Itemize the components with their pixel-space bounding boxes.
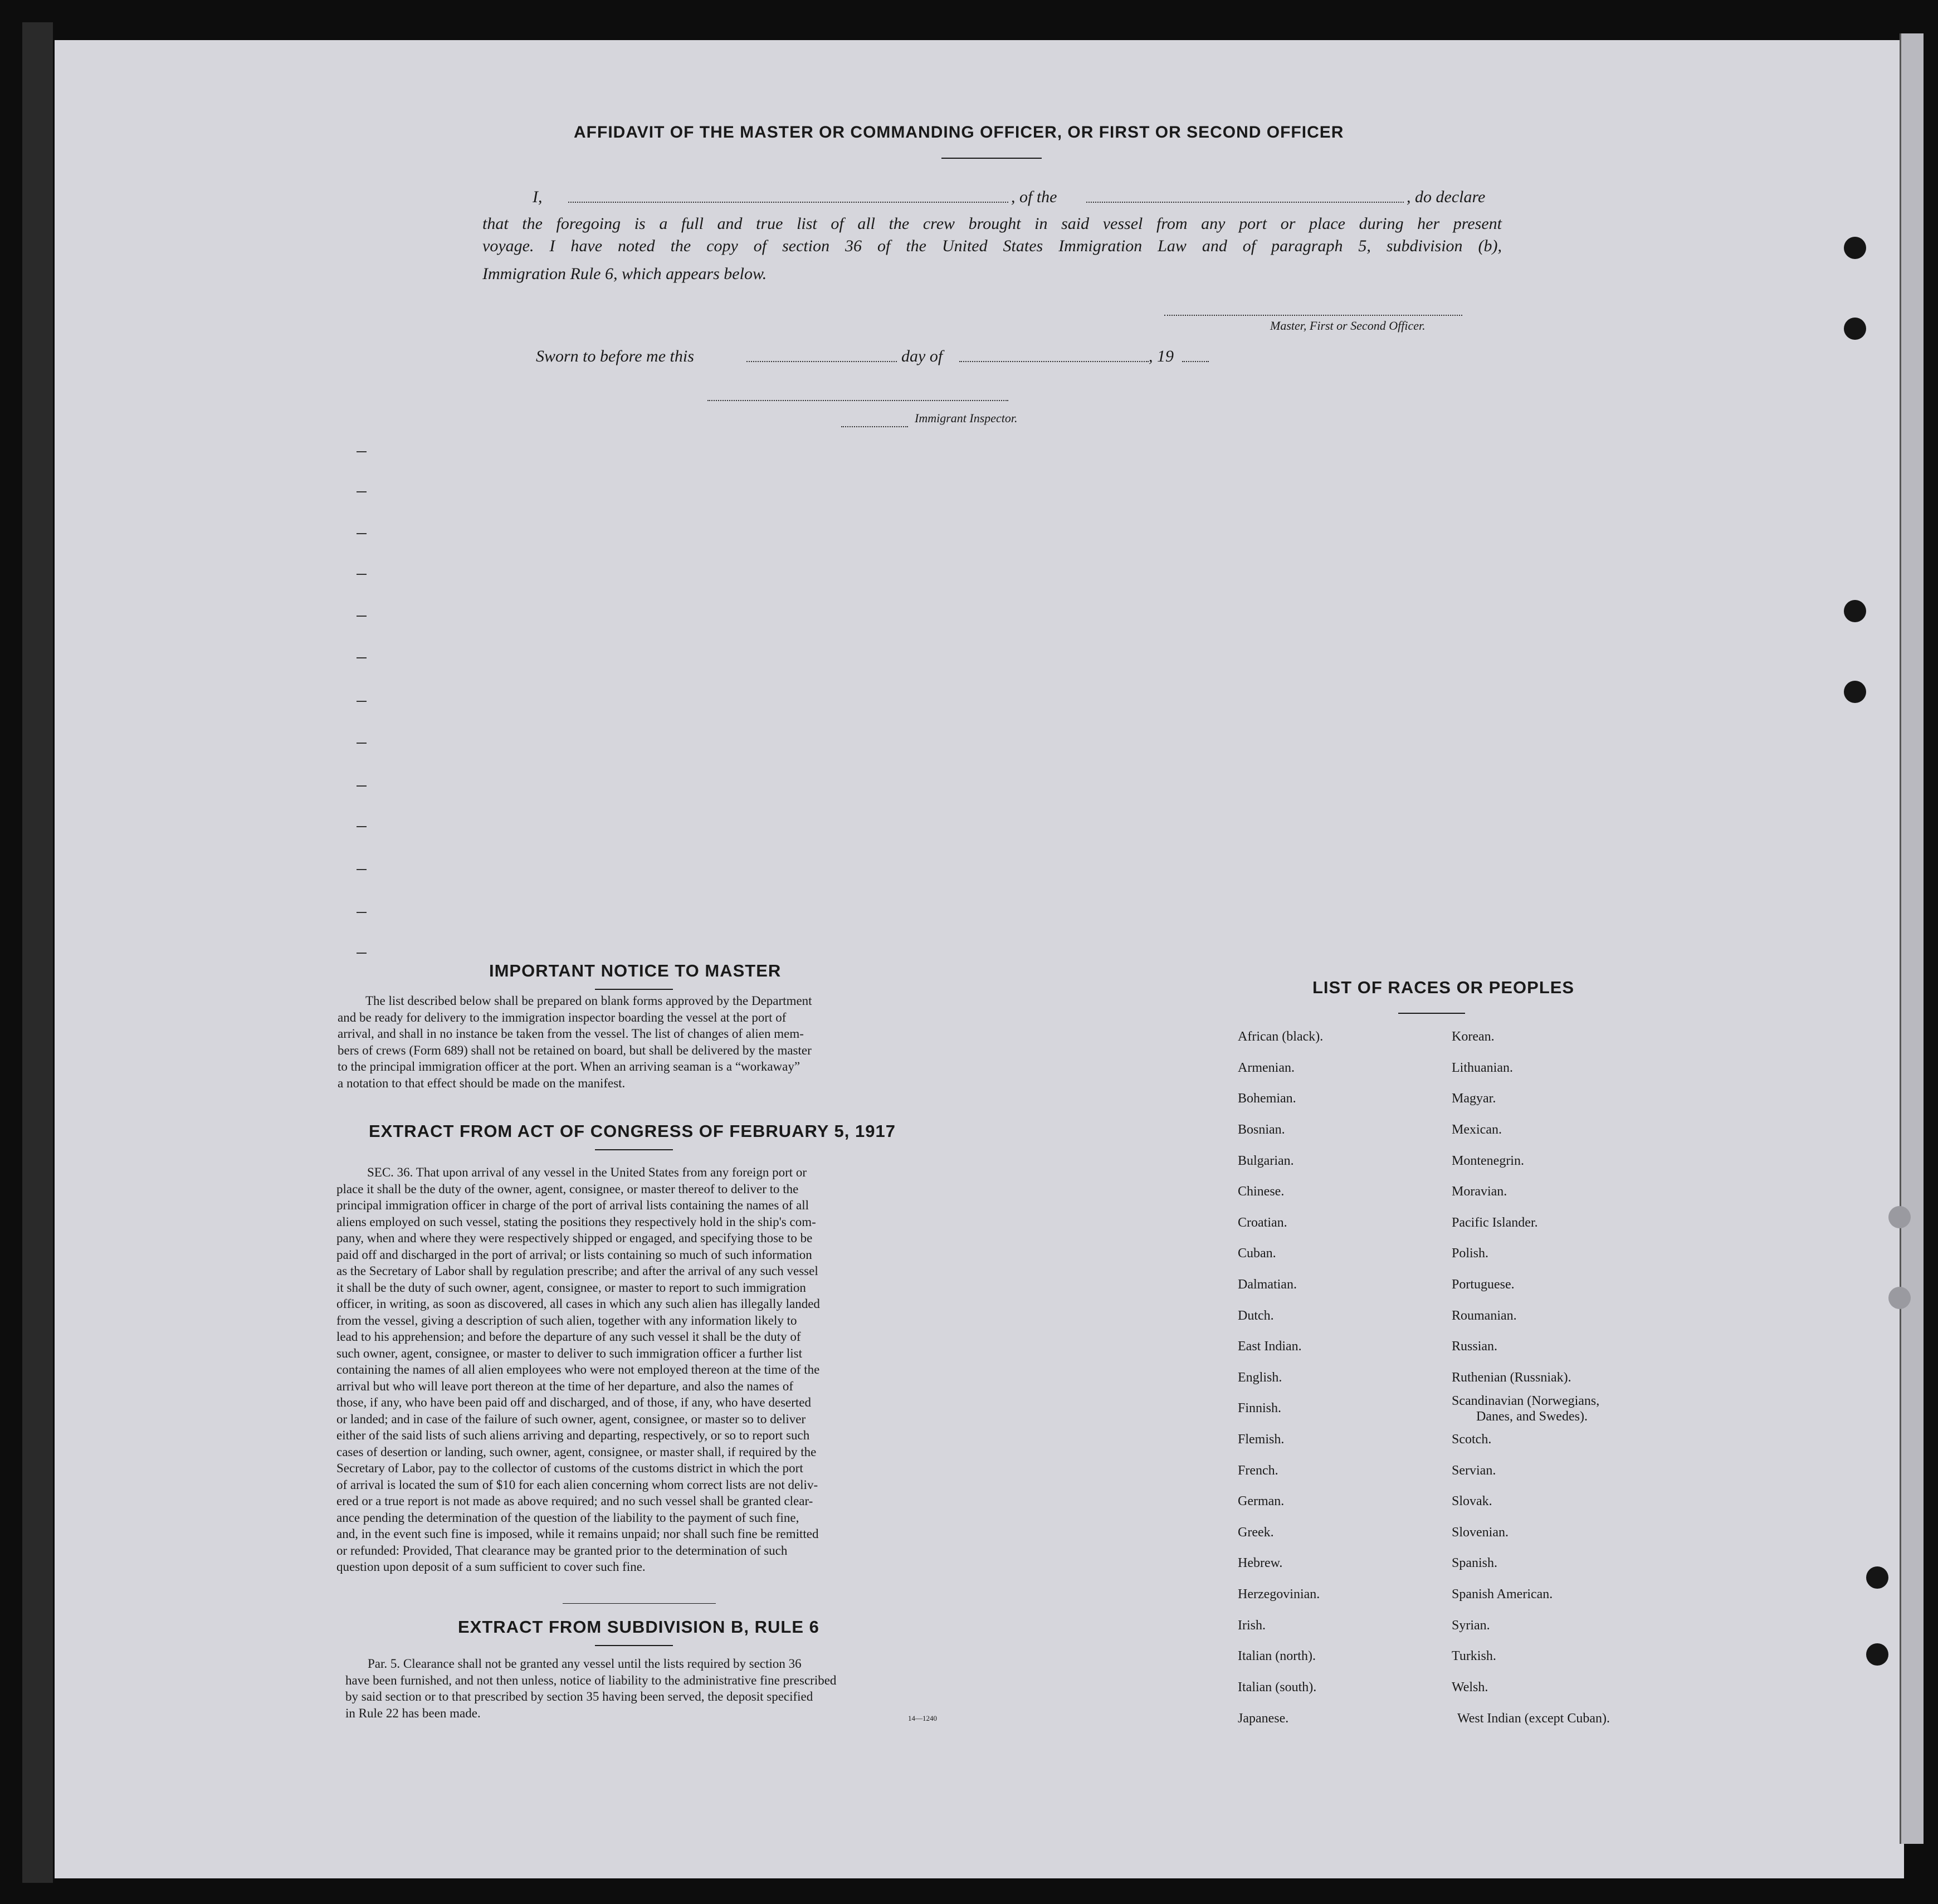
race-left: Dutch. <box>1238 1309 1274 1323</box>
row-dash <box>357 869 367 870</box>
act-line: SEC. 36. That upon arrival of any vessel in the United States from any foreign port or <box>367 1165 807 1179</box>
race-left: Japanese. <box>1238 1711 1289 1726</box>
row-dash <box>357 533 367 534</box>
notice-title: IMPORTANT NOTICE TO MASTER <box>489 961 782 980</box>
affidavit-declare-label: , do declare <box>1407 188 1486 206</box>
race-left: Bulgarian. <box>1238 1154 1294 1168</box>
act-line: paid off and discharged in the port of arrival; or lists containing so much of such information <box>336 1247 812 1262</box>
sworn-day-blank <box>746 361 897 362</box>
race-left: Chinese. <box>1238 1184 1285 1199</box>
race-left: Dalmatian. <box>1238 1277 1297 1292</box>
row-dash <box>357 743 367 744</box>
act-line: it shall be the duty of such owner, agent, consignee, or master to report to such immigration <box>336 1280 806 1295</box>
race-right: Danes, and Swedes). <box>1476 1409 1588 1424</box>
race-right: Korean. <box>1452 1029 1495 1044</box>
act-line: such owner, agent, consignee, or master to deliver to such immigration officer a further list <box>336 1346 802 1360</box>
notice-line: bers of crews (Form 689) shall not be retained on board, but shall be delivered by the master <box>338 1043 812 1057</box>
race-left: English. <box>1238 1370 1282 1385</box>
inspector-caption: Immigrant Inspector. <box>915 411 1018 425</box>
row-dash <box>357 826 367 827</box>
race-right: Spanish American. <box>1452 1587 1553 1602</box>
affidavit-of-the-label: , of the <box>1011 188 1057 206</box>
stacked-page-edge <box>1900 33 1924 1844</box>
race-right: Portuguese. <box>1452 1277 1515 1292</box>
notice-underline <box>595 989 673 990</box>
notice-body <box>338 993 955 1091</box>
signature-caption: Master, First or Second Officer. <box>1270 319 1426 333</box>
row-dash <box>357 574 367 575</box>
row-dash <box>357 912 367 913</box>
punch-hole <box>1866 1566 1888 1589</box>
document-page <box>55 40 1904 1878</box>
row-dash <box>357 953 367 954</box>
signature-blank <box>1164 315 1462 316</box>
rule-line: have been furnished, and not then unless, notice of liability to the administrative fine prescribed <box>345 1673 837 1687</box>
inspector-caption-lead <box>841 426 908 427</box>
act-line: pany, when and where they were respectively shipped or engaged, and specifying those to be <box>336 1231 813 1245</box>
race-left: Italian (north). <box>1238 1649 1316 1663</box>
section-divider <box>563 1603 716 1604</box>
form-number: 14—1240 <box>908 1714 937 1722</box>
act-line: question upon deposit of a sum sufficient to cover such fine. <box>336 1560 646 1574</box>
affidavit-title: AFFIDAVIT OF THE MASTER OR COMMANDING OFFICER, OR FIRST OR SECOND OFFICER <box>574 123 1344 141</box>
race-right: Russian. <box>1452 1339 1498 1354</box>
act-line: place it shall be the duty of the owner, agent, consignee, or master thereof to deliver to the <box>336 1182 799 1196</box>
race-right: Ruthenian (Russniak). <box>1452 1370 1571 1385</box>
race-right: Welsh. <box>1452 1680 1488 1695</box>
race-left: Italian (south). <box>1238 1680 1317 1695</box>
sworn-prefix: Sworn to before me this <box>536 347 694 365</box>
race-right: Magyar. <box>1452 1091 1496 1106</box>
race-right: Moravian. <box>1452 1184 1507 1199</box>
act-line: from the vessel, giving a description of such alien, together with any information likely to <box>336 1313 797 1327</box>
act-line: principal immigration officer in charge of the port of arrival lists containing the names of all <box>336 1198 809 1212</box>
race-right: Scandinavian (Norwegians, <box>1452 1394 1600 1408</box>
rule-underline <box>595 1645 673 1646</box>
act-line: officer, in writing, as soon as discovered, all cases in which any such alien has illegally landed <box>336 1297 820 1311</box>
row-dash <box>357 616 367 617</box>
race-right: West Indian (except Cuban). <box>1457 1711 1610 1726</box>
race-right: Scotch. <box>1452 1432 1492 1447</box>
act-line: or landed; and in case of the failure of such owner, agent, consignee, or master so to deliver <box>336 1412 806 1426</box>
sworn-day-of: day of <box>901 347 943 365</box>
row-dash <box>357 491 367 492</box>
row-dash <box>357 657 367 658</box>
affidavit-line-4: Immigration Rule 6, which appears below. <box>482 265 767 283</box>
races-underline <box>1398 1013 1465 1014</box>
notice-line: to the principal immigration officer at the port. When an arriving seaman is a “workaway” <box>338 1060 800 1073</box>
act-line: either of the said lists of such aliens arriving and departing, respectively, or so to report such <box>336 1428 810 1442</box>
act-line: Secretary of Labor, pay to the collector of customs of the customs district in which the port <box>336 1461 803 1475</box>
notice-line: arrival, and shall in no instance be taken from the vessel. The list of changes of alien mem- <box>338 1027 804 1041</box>
title-underline <box>941 158 1042 159</box>
punch-hole <box>1866 1643 1888 1666</box>
race-right: Montenegrin. <box>1452 1154 1524 1168</box>
inspector-signature-blank <box>707 400 1008 401</box>
notice-line: a notation to that effect should be made on the manifest. <box>338 1076 626 1090</box>
act-line: lead to his apprehension; and before the departure of any such vessel it shall be the duty of <box>336 1330 801 1344</box>
rule-extract-body <box>345 1656 956 1721</box>
punch-hole <box>1844 318 1866 340</box>
act-underline <box>595 1149 673 1150</box>
act-line: ance pending the determination of the question of the liability to the payment of such fine, <box>336 1510 799 1525</box>
row-dash <box>357 785 367 787</box>
binding-edge <box>22 22 53 1883</box>
race-right: Syrian. <box>1452 1618 1490 1633</box>
notice-line: The list described below shall be prepared on blank forms approved by the Department <box>365 994 812 1008</box>
vessel-blank <box>1086 202 1404 203</box>
row-dash <box>357 451 367 452</box>
races-title: LIST OF RACES OR PEOPLES <box>1312 978 1575 997</box>
race-left: Cuban. <box>1238 1246 1276 1261</box>
race-right: Spanish. <box>1452 1556 1498 1570</box>
act-extract-body <box>336 1164 955 1575</box>
affidavit-line-3: voyage. I have noted the copy of section 36 of the United States Immigration Law and of paragraph 5, subdivision (b), <box>482 237 1502 255</box>
punch-hole <box>1844 600 1866 622</box>
act-line: those, if any, who have been paid off and discharged, and of those, if any, who have deserted <box>336 1395 812 1409</box>
act-line: and, in the event such fine is imposed, while it remains unpaid; nor shall such fine be remitted <box>336 1527 819 1541</box>
race-right: Lithuanian. <box>1452 1061 1513 1075</box>
name-blank <box>568 202 1008 203</box>
race-left: Armenian. <box>1238 1061 1295 1075</box>
race-left: Greek. <box>1238 1525 1274 1540</box>
race-left: Finnish. <box>1238 1401 1282 1415</box>
act-line: containing the names of all alien employees who were not employed thereon at the time of the <box>336 1363 820 1376</box>
race-left: Flemish. <box>1238 1432 1285 1447</box>
race-right: Pacific Islander. <box>1452 1215 1538 1230</box>
race-left: German. <box>1238 1494 1285 1508</box>
race-right: Turkish. <box>1452 1649 1496 1663</box>
race-left: Croatian. <box>1238 1215 1287 1230</box>
race-left: African (black). <box>1238 1029 1324 1044</box>
rule-extract-title: EXTRACT FROM SUBDIVISION B, RULE 6 <box>458 1617 819 1637</box>
act-line: or refunded: Provided, That clearance may be granted prior to the determination of such <box>336 1543 788 1558</box>
notice-line: and be ready for delivery to the immigration inspector boarding the vessel at the port of <box>338 1010 787 1024</box>
punch-hole <box>1888 1287 1911 1309</box>
sworn-year-blank <box>1182 361 1209 362</box>
rule-line: Par. 5. Clearance shall not be granted any vessel until the lists required by section 36 <box>368 1657 802 1671</box>
row-dash <box>357 701 367 702</box>
race-left: French. <box>1238 1463 1278 1478</box>
punch-hole <box>1844 237 1866 259</box>
act-line: of arrival is located the sum of $10 for each alien concerning whom correct lists are not deliv- <box>336 1477 818 1492</box>
punch-hole <box>1844 681 1866 703</box>
race-left: Bosnian. <box>1238 1122 1285 1137</box>
act-line: ered or a true report is not made as above required; and no such vessel shall be granted clear- <box>336 1494 813 1508</box>
race-right: Mexican. <box>1452 1122 1502 1137</box>
race-left: Bohemian. <box>1238 1091 1296 1106</box>
act-extract-title: EXTRACT FROM ACT OF CONGRESS OF FEBRUARY 5, 1917 <box>369 1121 896 1141</box>
sworn-month-blank <box>959 361 1149 362</box>
race-left: East Indian. <box>1238 1339 1302 1354</box>
race-right: Servian. <box>1452 1463 1496 1478</box>
act-line: arrival but who will leave port thereon at the time of her departure, and also the names of <box>336 1379 794 1393</box>
rule-line: in Rule 22 has been made. <box>345 1706 481 1720</box>
act-line: as the Secretary of Labor shall by regulation prescribe; and after the arrival of any such vessel <box>336 1264 818 1278</box>
affidavit-line-2: that the foregoing is a full and true list of all the crew brought in said vessel from any port or place during her present <box>482 214 1502 233</box>
act-line: aliens employed on such vessel, stating the positions they respectively hold in the ship's com- <box>336 1214 816 1229</box>
race-left: Irish. <box>1238 1618 1266 1633</box>
race-right: Slovak. <box>1452 1494 1492 1508</box>
race-right: Roumanian. <box>1452 1309 1517 1323</box>
race-right: Polish. <box>1452 1246 1489 1261</box>
race-left: Herzegovinian. <box>1238 1587 1320 1602</box>
affidavit-i-label: I, <box>533 188 543 206</box>
race-left: Hebrew. <box>1238 1556 1283 1570</box>
race-right: Slovenian. <box>1452 1525 1509 1540</box>
punch-hole <box>1888 1206 1911 1228</box>
rule-line: by said section or to that prescribed by section 35 having been served, the deposit specified <box>345 1690 813 1703</box>
sworn-year: , 19 <box>1149 347 1174 365</box>
act-line: cases of desertion or landing, such owner, agent, consignee, or master shall, if required by the <box>336 1444 817 1459</box>
